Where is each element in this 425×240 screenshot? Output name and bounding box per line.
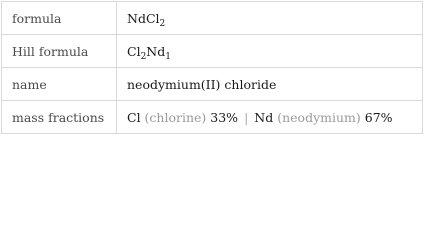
hill-subscript-1: 2 (140, 51, 147, 62)
table-row-formula (2, 2, 423, 35)
table-row-mass-fractions (2, 101, 423, 134)
hill-element-1: Cl (127, 43, 141, 59)
name-value: neodymium(II) chloride (117, 68, 423, 101)
fraction-symbol-nd: Nd (254, 109, 274, 125)
table-row-name (2, 68, 423, 101)
fraction-percent-cl: 33% (210, 109, 239, 125)
hill-formula-value (117, 35, 423, 68)
fraction-separator: | (244, 109, 249, 125)
fraction-element-cl: (chlorine) (144, 109, 207, 125)
hill-subscript-2: 1 (165, 51, 171, 62)
table-row-hill-formula (2, 35, 423, 68)
fraction-percent-nd: 67% (364, 109, 393, 125)
formula-value (117, 2, 423, 35)
hill-formula-label: Hill formula (2, 35, 117, 68)
properties-table (1, 1, 423, 134)
fraction-element-nd: (neodymium) (277, 109, 361, 125)
formula-label: formula (2, 2, 117, 35)
formula-main: NdCl (127, 10, 160, 26)
mass-fractions-value (117, 101, 423, 134)
formula-subscript: 2 (159, 18, 166, 29)
name-label: name (2, 68, 117, 101)
mass-fractions-label: mass fractions (2, 101, 117, 134)
hill-element-2: Nd (146, 43, 166, 59)
fraction-symbol-cl: Cl (127, 109, 141, 125)
